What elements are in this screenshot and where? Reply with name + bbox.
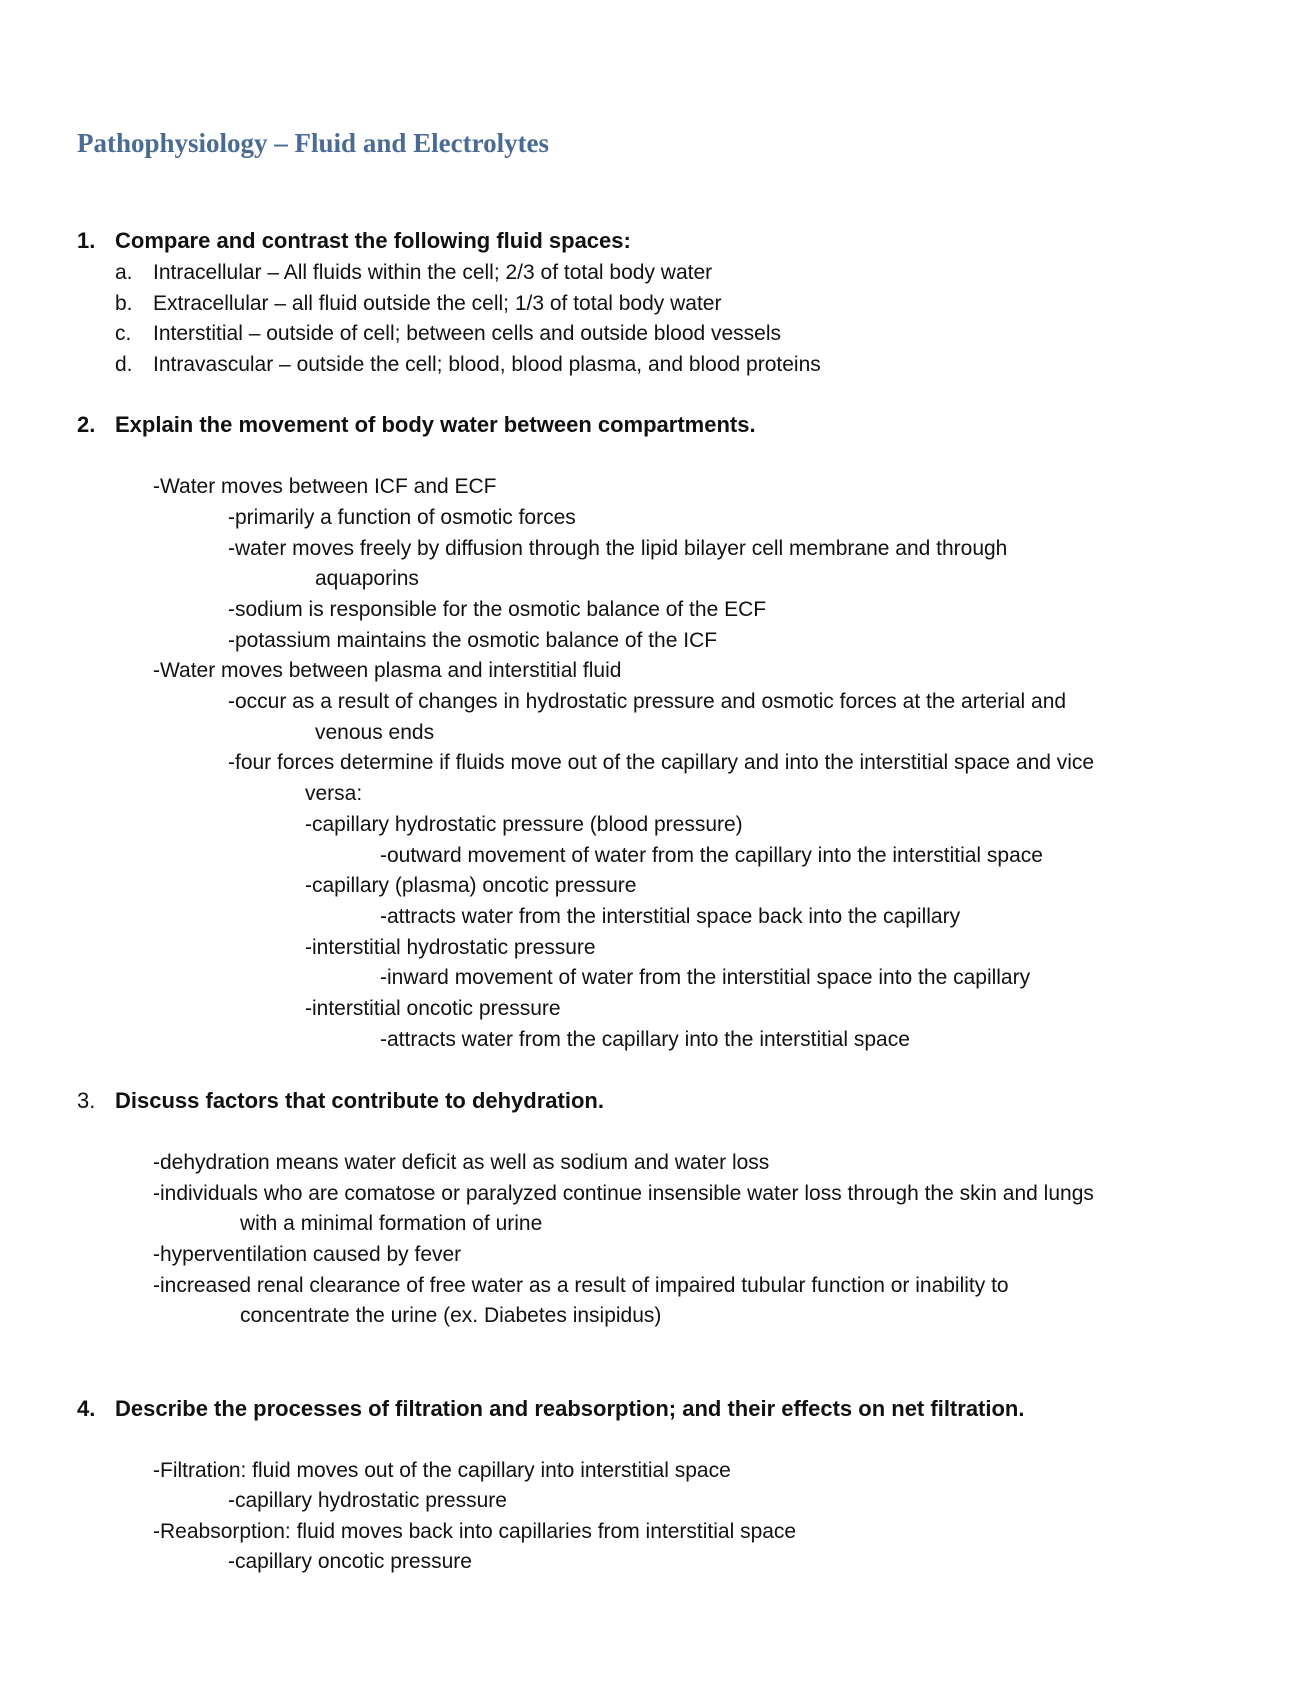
answer-line: -Water moves between ICF and ECF: [153, 475, 497, 498]
list-item-intravascular: Intravascular – outside the cell; blood, blood plasma, and blood proteins: [153, 353, 821, 376]
question-1-heading: Compare and contrast the following fluid spaces:: [115, 228, 631, 253]
question-1-number: 1.: [77, 228, 96, 253]
answer-line: -attracts water from the capillary into the interstitial space: [380, 1028, 910, 1051]
answer-line: -four forces determine if fluids move out of the capillary and into the interstitial space and vice: [228, 751, 1095, 774]
question-2-number: 2.: [77, 412, 96, 437]
answer-line: aquaporins: [315, 567, 419, 590]
list-item-extracellular: Extracellular – all fluid outside the cell; 1/3 of total body water: [153, 292, 722, 315]
question-3-number: 3.: [77, 1088, 96, 1113]
answer-line: venous ends: [315, 721, 435, 744]
list-marker-c: c.: [115, 322, 132, 345]
answer-line: -interstitial oncotic pressure: [305, 997, 561, 1020]
answer-line: -interstitial hydrostatic pressure: [305, 936, 596, 959]
answer-line: -capillary (plasma) oncotic pressure: [305, 874, 637, 897]
question-4-number: 4.: [77, 1396, 96, 1421]
answer-line: with a minimal formation of urine: [240, 1212, 543, 1235]
answer-line: -capillary oncotic pressure: [228, 1550, 472, 1573]
answer-line: versa:: [305, 782, 363, 805]
answer-line: -increased renal clearance of free water as a result of impaired tubular function or inability to: [153, 1274, 1009, 1297]
answer-line: -water moves freely by diffusion through the lipid bilayer cell membrane and through: [228, 537, 1008, 560]
answer-line: -capillary hydrostatic pressure: [228, 1489, 507, 1512]
question-4-heading: Describe the processes of filtration and reabsorption; and their effects on net filtration.: [115, 1396, 1025, 1421]
answer-line: -Filtration: fluid moves out of the capillary into interstitial space: [153, 1459, 731, 1482]
page-title: Pathophysiology – Fluid and Electrolytes: [77, 128, 550, 158]
question-2-heading: Explain the movement of body water between compartments.: [115, 412, 756, 437]
answer-line: -inward movement of water from the interstitial space into the capillary: [380, 966, 1031, 989]
question-3-heading: Discuss factors that contribute to dehydration.: [115, 1088, 604, 1113]
answer-line: concentrate the urine (ex. Diabetes insipidus): [240, 1304, 662, 1327]
answer-line: -sodium is responsible for the osmotic balance of the ECF: [228, 598, 767, 621]
answer-line: -Water moves between plasma and interstitial fluid: [153, 659, 622, 682]
list-marker-d: d.: [115, 353, 133, 376]
answer-line: -occur as a result of changes in hydrostatic pressure and osmotic forces at the arterial and: [228, 690, 1067, 713]
answer-line: -attracts water from the interstitial space back into the capillary: [380, 905, 961, 928]
answer-line: -outward movement of water from the capillary into the interstitial space: [380, 844, 1043, 867]
list-marker-a: a.: [115, 261, 133, 284]
answer-line: -individuals who are comatose or paralyzed continue insensible water loss through the skin and lungs: [153, 1182, 1094, 1205]
answer-line: -Reabsorption: fluid moves back into capillaries from interstitial space: [153, 1520, 797, 1543]
answer-line: -capillary hydrostatic pressure (blood pressure): [305, 813, 743, 836]
answer-line: -potassium maintains the osmotic balance of the ICF: [228, 629, 718, 652]
answer-line: -hyperventilation caused by fever: [153, 1243, 462, 1266]
list-item-intracellular: Intracellular – All fluids within the cell; 2/3 of total body water: [153, 261, 713, 284]
list-marker-b: b.: [115, 292, 133, 315]
answer-line: -primarily a function of osmotic forces: [228, 506, 576, 529]
answer-line: -dehydration means water deficit as well as sodium and water loss: [153, 1151, 770, 1174]
list-item-interstitial: Interstitial – outside of cell; between cells and outside blood vessels: [153, 322, 782, 345]
